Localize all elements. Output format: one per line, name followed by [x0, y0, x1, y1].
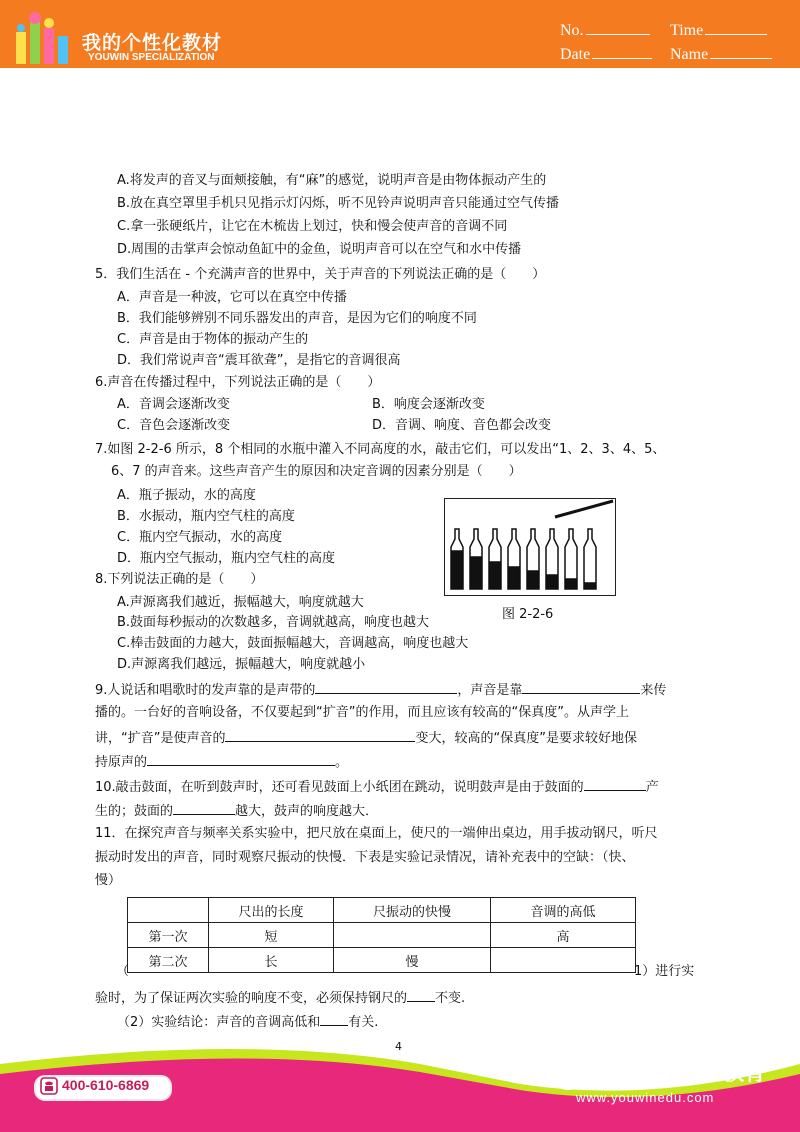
q11-text-3: （2）实验结论：声音的音调高低和: [117, 1015, 321, 1030]
brand-title: 我的个性化教材: [82, 32, 223, 54]
q8-option-b: B.鼓面每秒振动的次数越多，音调就越高，响度也越大: [117, 615, 430, 630]
q11-text-4: 有关.: [348, 1015, 379, 1030]
q5-option-b: B．我们能够辨别不同乐器发出的声音，是因为它们的响度不同: [117, 311, 477, 326]
q11-sub1-open: （: [116, 964, 130, 979]
bottle: [451, 529, 463, 589]
table-cell: 短: [209, 923, 334, 948]
q5-option-c: C．声音是由于物体的振动产生的: [117, 332, 309, 347]
figure-caption: 图 2-2-6: [502, 607, 554, 622]
answer-blank[interactable]: [173, 800, 235, 815]
q8-stem: 8.下列说法正确的是（ ）: [95, 572, 264, 587]
q10-line-1: [95, 776, 659, 797]
q8-option-d: D.声源离我们越远，振幅越大，响度就越小: [117, 657, 366, 672]
q11-text-2: 不变.: [435, 991, 466, 1006]
table-cell: 长: [209, 948, 334, 973]
q4-option-b: B.放在真空罩里手机只见指示灯闪烁，听不见铃声说明声音只能通过空气传播: [117, 196, 560, 211]
no-field: [560, 20, 650, 40]
q11-sub1-line: [95, 987, 465, 1008]
q11-sub1-start: 1）进行实: [634, 964, 695, 979]
striking-stick: [555, 501, 613, 517]
q9-text-4: 讲，“扩音”是使声音的: [95, 731, 226, 746]
phone-number: 400-610-6869: [62, 1077, 150, 1093]
page-header: [0, 0, 800, 68]
experiment-table: [127, 897, 636, 973]
q10-text-2: 产: [645, 780, 659, 795]
answer-blank[interactable]: [315, 679, 457, 694]
q9-line-3: [95, 727, 637, 748]
q9-line-4: [95, 751, 348, 772]
footer-url[interactable]: www.youwinedu.com: [576, 1090, 715, 1105]
date-label: Date: [560, 46, 591, 63]
q7-option-c: C．瓶内空气振动，水的高度: [117, 530, 283, 545]
q7-option-d: D．瓶内空气振动，瓶内空气柱的高度: [117, 551, 336, 566]
q10-text-3: 生的；鼓面的: [95, 804, 174, 819]
q11-text-1: 验时，为了保证两次实验的响度不变，必须保持钢尺的: [95, 991, 408, 1006]
q11-sub2-line: [117, 1011, 378, 1032]
q7-option-b: B．水振动，瓶内空气柱的高度: [117, 509, 295, 524]
table-cell: [128, 898, 209, 923]
q11-line-3: 慢）: [95, 873, 122, 888]
bottle: [527, 529, 539, 589]
answer-blank[interactable]: [584, 776, 646, 791]
q11-line-1: 11．在探究声音与频率关系实验中，把尺放在桌面上，使尺的一端伸出桌边，用手拔动钢尺，听尺: [95, 826, 658, 841]
q9-text-6: 持原声的: [95, 755, 148, 770]
q9-text-3: 来传: [640, 683, 667, 698]
q7-stem-1: 7.如图 2-2-6 所示，8 个相同的水瓶中灌入不同高度的水，敲击它们，可以发出“1、2、3、4、5、: [95, 442, 666, 457]
q9-text-1: 9.人说话和唱歌时的发声靠的是声带的: [95, 683, 316, 698]
q6-option-b: B．响度会逐渐改变: [372, 397, 485, 412]
table-cell-blank[interactable]: [334, 923, 491, 948]
q5-option-a: A．声音是一种波，它可以在真空中传播: [117, 290, 347, 305]
phone-icon: [40, 1077, 58, 1095]
q6-stem: 6.声音在传播过程中，下列说法正确的是（ ）: [95, 375, 381, 390]
q9-text-2: ，声音是靠: [457, 683, 523, 698]
table-header: 尺振动的快慢: [334, 898, 491, 923]
brand-subtitle: YOUWIN SPECIALIZATION: [88, 52, 215, 63]
answer-blank[interactable]: [522, 679, 640, 694]
q6-option-a: A．音调会逐渐改变: [117, 397, 230, 412]
footer-brand-cn: 优胜教育: [678, 1061, 767, 1086]
footer-brand-edu: EDUCATION: [592, 1076, 648, 1085]
q8-option-a: A.声源离我们越近，振幅越大，响度就越大: [117, 595, 364, 610]
q4-option-d: D.周围的击掌声会惊动鱼缸中的金鱼，说明声音可以在空气和水中传播: [117, 242, 522, 257]
q7-stem-2: 6、7 的声音来。这些声音产生的原因和决定音调的因素分别是（ ）: [111, 464, 522, 479]
table-cell: 第二次: [128, 948, 209, 973]
table-header-row: [128, 898, 636, 923]
table-cell: 高: [491, 923, 636, 948]
q10-line-2: [95, 800, 378, 821]
q10-text-4: 越大，鼓声的响度越大．: [235, 804, 379, 819]
youwin-logo-icon: [548, 1052, 588, 1092]
time-label: Time: [670, 22, 704, 39]
q6-option-d: D．音调、响度、音色都会改变: [372, 418, 552, 433]
answer-blank[interactable]: [407, 987, 435, 1002]
table-header: 音调的高低: [491, 898, 636, 923]
q9-text-7: 。: [335, 755, 349, 770]
bottle: [508, 529, 520, 589]
q5-option-d: D．我们常说声音“震耳欲聋”，是指它的音调很高: [117, 353, 401, 368]
q7-option-a: A．瓶子振动，水的高度: [117, 488, 256, 503]
q9-text-5: 变大，较高的“保真度”是要求较好地保: [415, 731, 637, 746]
page-number: 4: [395, 1040, 402, 1053]
q4-option-c: C.拿一张硬纸片，让它在木梳齿上划过，快和慢会使声音的音调不同: [117, 219, 508, 234]
table-row: [128, 948, 636, 973]
table-cell: 第一次: [128, 923, 209, 948]
answer-blank[interactable]: [320, 1011, 348, 1026]
name-label: Name: [670, 46, 709, 63]
q11-line-2: 振动时发出的声音，同时观察尺振动的快慢．下表是实验记录情况，请补充表中的空缺：（快、: [95, 850, 635, 865]
q6-option-c: C．音色会逐渐改变: [117, 418, 231, 433]
answer-blank[interactable]: [225, 727, 415, 742]
table-header: 尺出的长度: [209, 898, 334, 923]
bottles-figure: [444, 498, 616, 596]
answer-blank[interactable]: [147, 751, 335, 766]
footer-brand-en: YOUWIN: [592, 1054, 675, 1076]
q4-option-a: A.将发声的音叉与面颊接触，有“麻”的感觉，说明声音是由物体振动产生的: [117, 173, 547, 188]
no-label: No.: [560, 22, 584, 39]
q8-option-c: C.棒击鼓面的力越大，鼓面振幅越大，音调越高，响度也越大: [117, 636, 469, 651]
q5-stem: 5．我们生活在 - 个充满声音的世界中，关于声音的下列说法正确的是（ ）: [95, 267, 546, 282]
q9-line-2: 播的。一台好的音响设备，不仅要起到“扩音”的作用，而且应该有较高的“保真度”。从声学上: [95, 705, 629, 720]
table-cell: 慢: [334, 948, 491, 973]
bottle: [565, 529, 577, 589]
q10-text-1: 10.敲击鼓面，在听到鼓声时，还可看见鼓面上小纸团在跳动，说明鼓声是由于鼓面的: [95, 780, 584, 795]
bottle: [470, 529, 482, 589]
table-row: [128, 923, 636, 948]
bottle: [489, 529, 501, 589]
q9-line-1: [95, 679, 666, 700]
bottle: [546, 529, 558, 589]
bottle: [584, 529, 596, 589]
date-field: [560, 44, 652, 64]
table-cell-blank[interactable]: [491, 948, 636, 973]
time-field: [670, 20, 767, 40]
building-logo-icon: [10, 10, 76, 66]
name-field: [670, 44, 772, 64]
